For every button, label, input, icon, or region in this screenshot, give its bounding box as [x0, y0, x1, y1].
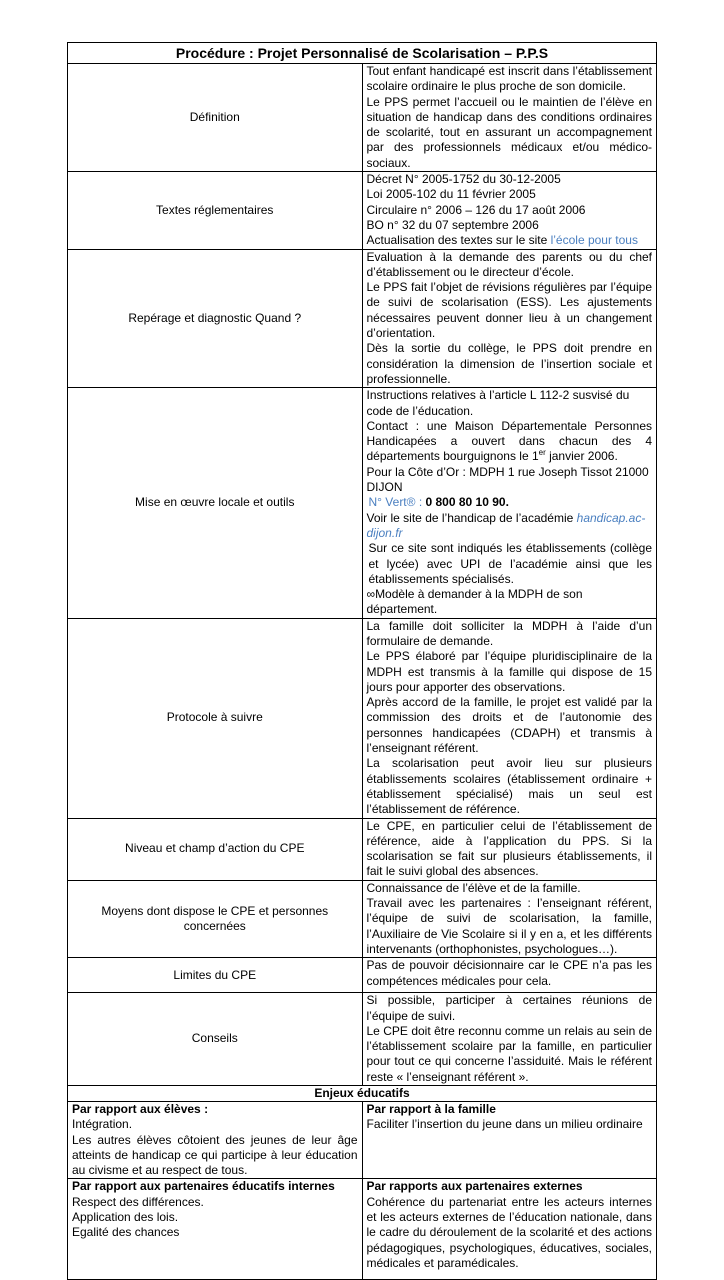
row-content: [362, 249, 657, 388]
numero-vert-label: N° Vert® :: [368, 495, 426, 510]
enjeux-externes: [362, 1179, 657, 1280]
row-label: Conseils: [68, 993, 363, 1086]
ordinal-sup: er: [538, 448, 546, 458]
contact-date: janvier 2006.: [545, 449, 618, 464]
enjeux-heading: Enjeux éducatifs: [68, 1086, 657, 1102]
text-line: Si possible, participer à certaines réunions de l’équipe de suivi.: [366, 993, 652, 1023]
text-line: Cohérence du partenariat entre les acteurs internes et les acteurs externes de l’éducation nationale, dans le cadre du déroulement de la scolarité et des actions pédagogiques, psychologiques, éducatives, sociales, médicales et paramédicales.: [366, 1194, 652, 1270]
text-line: Respect des différences.: [72, 1194, 204, 1209]
row-label: Repérage et diagnostic Quand ?: [68, 249, 363, 388]
text-line: Le CPE, en particulier celui de l’établissement de référence, aide à l’application du PPS. Si la scolarisation se fait sur plusieurs établissements, il fait le suivi global des absences.: [366, 818, 652, 879]
text-line: Dès la sortie du collège, le PPS doit prendre en considération la dimension de l’insertion sociale et professionnelle.: [366, 341, 652, 386]
enjeux-table: [67, 1101, 657, 1280]
numero-vert-line: [367, 495, 653, 510]
row-textes: [68, 172, 657, 249]
row-content: [362, 818, 657, 880]
text-line: La famille doit solliciter la MDPH à l’aide d’un formulaire de demande.: [366, 618, 652, 648]
modele-line: [367, 587, 653, 618]
row-content: [362, 993, 657, 1086]
upi-text: Sur ce site sont indiqués les établissements (collège et lycée) avec UPI de l’académie ainsi que les établissements spécialisés.: [368, 541, 652, 586]
enjeux-internes: [68, 1179, 363, 1280]
row-label: Moyens dont dispose le CPE et personnes concernées: [68, 880, 363, 957]
text-line: Pour la Côte d’Or : MDPH 1 rue Joseph Tissot 21000 DIJON: [366, 464, 649, 495]
site-prefix: Voir le site de l’handicap de l’académie: [366, 510, 577, 525]
text-line: Le CPE doit être reconnu comme un relais au sein de l’établissement scolaire par la famille, en particulier pour tout ce qui concerne l’assiduité. Mais le référent reste « l’enseignant référent ».: [366, 1023, 652, 1084]
text-line: Pas de pouvoir décisionnaire car le CPE n’a pas les compétences médicales pour cela.: [366, 958, 652, 988]
section-title: Par rapport aux partenaires éducatifs internes: [72, 1179, 335, 1194]
modele-text: Modèle à demander à la MDPH de son département.: [366, 587, 583, 617]
text-line: Loi 2005-102 du 11 février 2005: [366, 187, 536, 202]
document-title: Procédure : Projet Personnalisé de Scolarisation – P.P.S: [68, 43, 657, 64]
text-line: Décret N° 2005-1752 du 30-12-2005: [366, 172, 561, 187]
procedure-document: [67, 42, 657, 1280]
row-content: [362, 618, 657, 818]
text-line: BO n° 32 du 07 septembre 2006: [366, 217, 539, 232]
text-line: Le PPS permet l’accueil ou le maintien de l’élève en situation de handicap dans des conditions ordinaires de scolarité, tout en assurant un accompagnement par des professionnels médicaux et/ou médico-sociaux.: [366, 94, 652, 170]
text-line: Application des lois.: [72, 1210, 179, 1225]
ecole-pour-tous-link[interactable]: l’école pour tous: [550, 233, 638, 248]
site-prefix: Actualisation des textes sur le site: [366, 233, 551, 248]
text-line: Egalité des chances: [72, 1225, 180, 1240]
text-line: Connaissance de l’élève et de la famille.: [366, 880, 581, 895]
row-label: Limites du CPE: [68, 958, 363, 993]
text-line: Instructions relatives à l’article L 112-2 susvisé du code de l’éducation.: [366, 388, 630, 418]
handicap-site-link[interactable]: handicap.ac-dijon.fr: [366, 510, 646, 540]
infinity-icon: ∞: [366, 587, 376, 602]
section-title: Par rapport aux élèves :: [72, 1102, 209, 1116]
row-label: Mise en œuvre locale et outils: [68, 388, 363, 618]
row-label: Définition: [68, 64, 363, 172]
row-reperage: [68, 249, 657, 388]
row-content: [362, 388, 657, 618]
row-label: Niveau et champ d’action du CPE: [68, 818, 363, 880]
site-line: [367, 511, 653, 542]
text-line: [367, 541, 653, 587]
row-definition: [68, 64, 657, 172]
row-niveau: [68, 818, 657, 880]
text-line: Faciliter l’insertion du jeune dans un milieu ordinaire: [366, 1117, 643, 1132]
row-content: [362, 64, 657, 172]
text-line: Après accord de la famille, le projet est validé par la commission des droits et de l’autonomie des personnes handicapées (CDAPH) et transmis à l’enseignant référent.: [366, 695, 652, 756]
numero-vert-number: 0 800 80 10 90.: [425, 495, 509, 510]
row-label: Protocole à suivre: [68, 618, 363, 818]
text-line: Les autres élèves côtoient des jeunes de leur âge atteints de handicap ce qui participe à leur éducation au civisme et au respect de tous.: [72, 1132, 358, 1178]
text-line: Evaluation à la demande des parents ou du chef d’établissement ou le directeur d’école.: [366, 249, 652, 279]
text-line: Le PPS fait l’objet de révisions régulières par l’équipe de suivi de scolarisation (ESS). Les ajustements nécessaires peuvent donner lieu à un changement d’orientation.: [366, 280, 652, 341]
row-content: [362, 880, 657, 957]
text-line: Intégration.: [72, 1117, 133, 1132]
site-line: [367, 233, 653, 248]
text-line: Tout enfant handicapé est inscrit dans l’établissement scolaire ordinaire le plus proche de son domicile.: [366, 64, 652, 94]
section-title: Par rapport à la famille: [366, 1102, 496, 1116]
section-title: Par rapports aux partenaires externes: [366, 1179, 583, 1194]
row-protocole: [68, 618, 657, 818]
procedure-table: [67, 42, 657, 1102]
row-content: [362, 172, 657, 249]
enjeux-famille: [362, 1102, 657, 1179]
text-line: Circulaire n° 2006 – 126 du 17 août 2006: [366, 202, 586, 217]
enjeux-eleves: [68, 1102, 363, 1179]
row-limites: [68, 958, 657, 993]
row-mise-en-oeuvre: [68, 388, 657, 618]
row-conseils: [68, 993, 657, 1086]
row-label: Textes réglementaires: [68, 172, 363, 249]
text-line: Le PPS élaboré par l’équipe pluridisciplinaire de la MDPH est transmis à la famille qui dispose de 15 jours pour apporter des observations.: [366, 649, 652, 694]
contact-text: Contact : une Maison Départementale Personnes Handicapées a ouvert dans chacun des 4 départements bourguignons le 1: [366, 418, 652, 464]
row-content: [362, 958, 657, 993]
text-line: La scolarisation peut avoir lieu sur plusieurs établissements scolaires (établissement ordinaire + établissement spécialisé) mais un seul est l’établissement de référence.: [366, 756, 652, 817]
row-moyens: [68, 880, 657, 957]
text-line: Travail avec les partenaires : l’enseignant référent, l’équipe de suivi de scolarisation, la famille, l’Auxiliaire de Vie Scolaire si il y en a, et les différents intervenants (orthophonistes, psychologues…).: [366, 896, 652, 956]
contact-line: [367, 419, 653, 465]
